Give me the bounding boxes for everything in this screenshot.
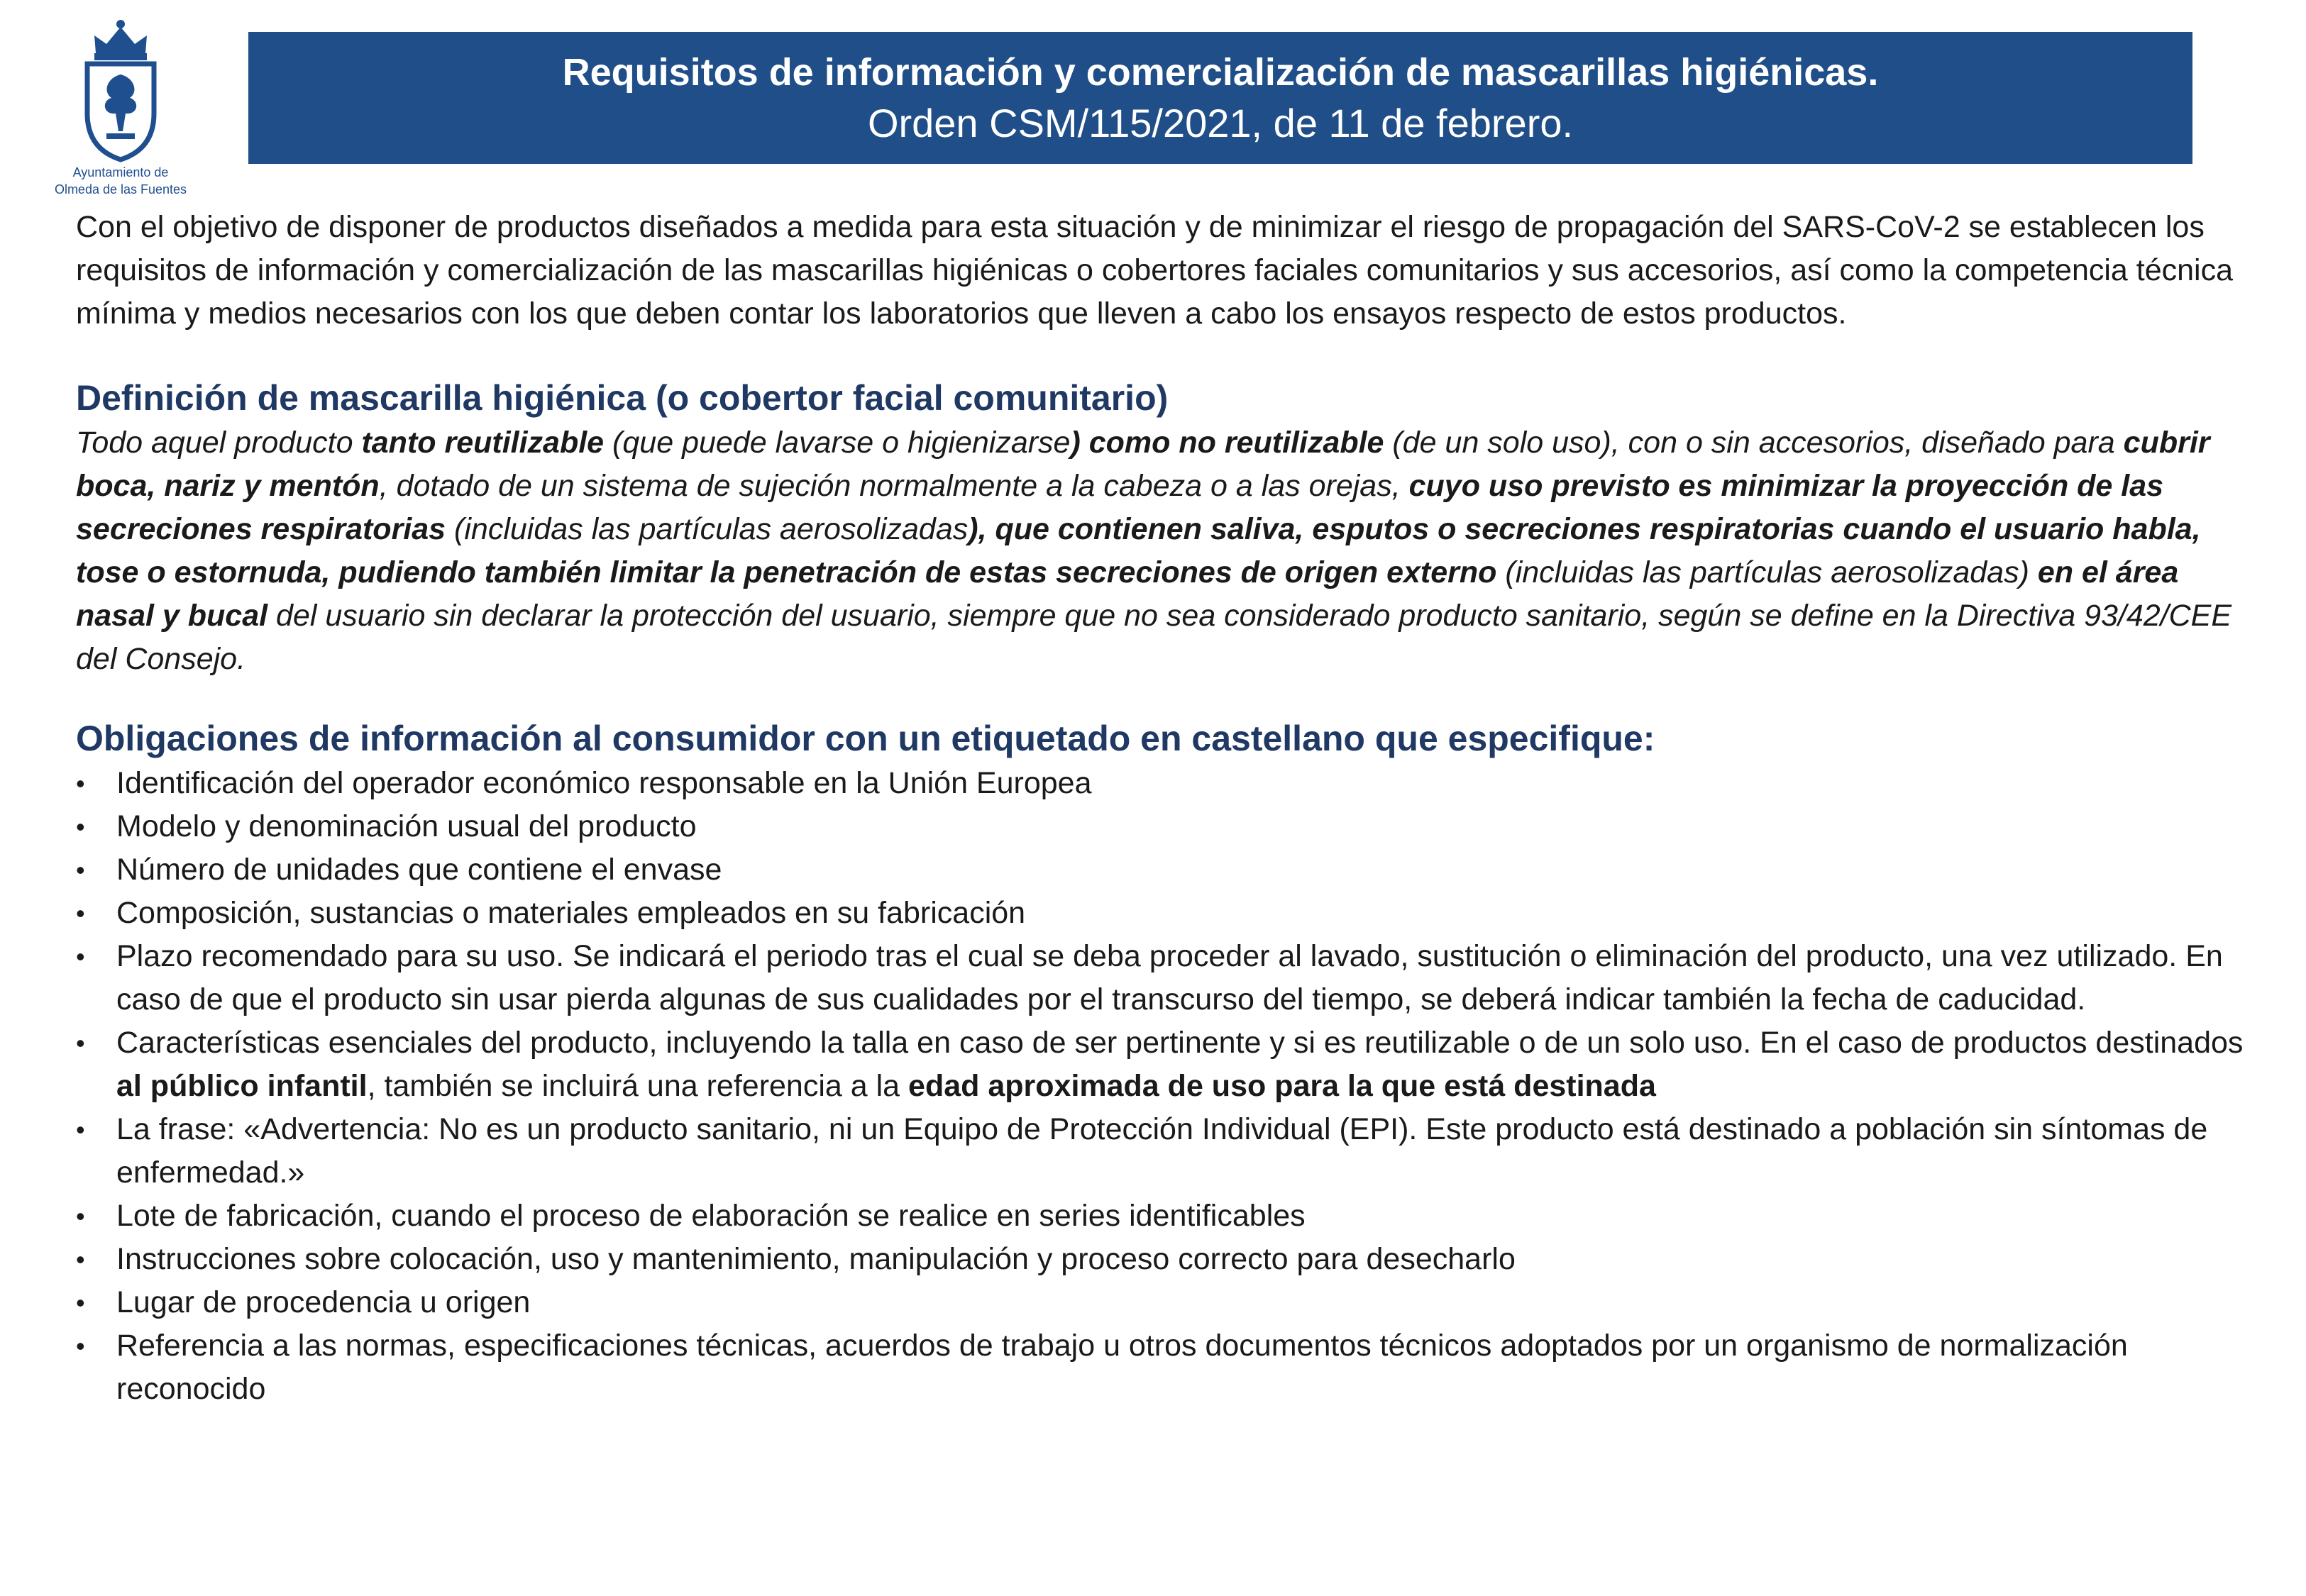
text-segment: Todo aquel producto bbox=[76, 426, 362, 460]
text-segment: Lote de fabricación, cuando el proceso de elaboración se realice en series identificables bbox=[116, 1199, 1306, 1233]
coat-of-arms-icon bbox=[67, 14, 174, 163]
bullet-icon: • bbox=[76, 1202, 85, 1231]
main-content bbox=[76, 206, 2261, 1411]
bullet-icon: • bbox=[76, 812, 85, 841]
text-segment: Lugar de procedencia u origen bbox=[116, 1285, 531, 1319]
page-subtitle: Orden CSM/115/2021, de 11 de febrero. bbox=[867, 101, 1574, 145]
list-item bbox=[76, 1108, 2261, 1195]
text-segment: , dotado de un sistema de sujeción normalmente a la cabeza o a las orejas, bbox=[379, 469, 1409, 503]
list-item bbox=[76, 762, 2261, 805]
list-item bbox=[76, 1324, 2261, 1411]
emphasized-text: al público infantil bbox=[116, 1069, 368, 1103]
intro-paragraph: Con el objetivo de disponer de productos diseñados a medida para esta situación y de minimizar el riesgo de propagación del SARS-CoV-2 se establecen los requisitos de información y comercialización de las mascarillas higiénicas o cobertores faciales comunitarios y sus accesorios, así como la competencia técnica mínima y medios necesarios con los que deben contar los laboratorios que lleven a cabo los ensayos respecto de estos productos. bbox=[76, 210, 2234, 331]
definition-paragraph bbox=[76, 421, 2261, 681]
bullet-icon: • bbox=[76, 1331, 85, 1361]
list-item bbox=[76, 805, 2261, 848]
bullet-icon: • bbox=[76, 1115, 85, 1144]
obligations-heading: Obligaciones de información al consumidor con un etiquetado en castellano que especifique: bbox=[76, 719, 1655, 758]
logo-caption-line2: Olmeda de las Fuentes bbox=[54, 182, 187, 196]
emphasized-text: en el área nasal y bucal bbox=[76, 555, 2179, 633]
bullet-icon: • bbox=[76, 942, 85, 971]
text-segment: (de un solo uso), con o sin accesorios, diseñado para bbox=[1384, 426, 2124, 460]
obligations-list bbox=[76, 762, 2261, 1411]
text-segment: , también se incluirá una referencia a la bbox=[367, 1069, 909, 1103]
list-item bbox=[76, 1021, 2261, 1108]
text-segment: Modelo y denominación usual del producto bbox=[116, 809, 697, 843]
bullet-icon: • bbox=[76, 899, 85, 928]
text-segment: Composición, sustancias o materiales empleados en su fabricación bbox=[116, 896, 1026, 930]
text-segment: La frase: «Advertencia: No es un producto sanitario, ni un Equipo de Protección Individual (EPI). Este producto está destinado a población sin síntomas de enfermedad.» bbox=[116, 1112, 2208, 1190]
list-item bbox=[76, 892, 2261, 935]
emphasized-text: ) como no reutilizable bbox=[1070, 426, 1384, 460]
emphasized-text: edad aproximada de uso para la que está destinada bbox=[908, 1069, 1656, 1103]
text-segment: (incluidas las partículas aerosolizadas) bbox=[1496, 555, 2038, 589]
text-segment: Número de unidades que contiene el envase bbox=[116, 853, 722, 887]
bullet-icon: • bbox=[76, 1029, 85, 1058]
bullet-icon: • bbox=[76, 1288, 85, 1317]
logo-caption-line1: Ayuntamiento de bbox=[72, 165, 169, 179]
page-title: Requisitos de información y comercialización de mascarillas higiénicas. bbox=[562, 51, 1879, 94]
emphasized-text: ), que contienen saliva, esputos o secreciones respiratorias cuando el usuario habla, tose o estornuda, pudiendo también limitar la penetración de estas secreciones de origen externo bbox=[76, 512, 2201, 589]
list-item bbox=[76, 1195, 2261, 1238]
title-banner bbox=[248, 32, 2192, 164]
text-segment: del usuario sin declarar la protección del usuario, siempre que no sea considerado producto sanitario, según se define en la Directiva 93/42/CEE del Consejo. bbox=[76, 599, 2232, 676]
emphasized-text: tanto reutilizable bbox=[361, 426, 605, 460]
text-segment: (incluidas las partículas aerosolizadas bbox=[446, 512, 969, 546]
emphasized-text: cuyo uso previsto es minimizar la proyección de las secreciones respiratorias bbox=[76, 469, 2164, 546]
definition-heading: Definición de mascarilla higiénica (o cobertor facial comunitario) bbox=[76, 378, 1169, 418]
list-item bbox=[76, 1281, 2261, 1324]
list-item bbox=[76, 848, 2261, 892]
bullet-icon: • bbox=[76, 855, 85, 885]
list-item bbox=[76, 935, 2261, 1021]
text-segment: Instrucciones sobre colocación, uso y mantenimiento, manipulación y proceso correcto para desecharlo bbox=[116, 1242, 1516, 1276]
text-segment: Identificación del operador económico responsable en la Unión Europea bbox=[116, 766, 1092, 800]
text-segment: Plazo recomendado para su uso. Se indicará el periodo tras el cual se deba proceder al lavado, sustitución o eliminación del producto, una vez utilizado. En caso de que el producto sin usar pierda algunas de sus cualidades por el transcurso del tiempo, se deberá indicar también la fecha de caducidad. bbox=[116, 939, 2223, 1016]
text-segment: Referencia a las normas, especificaciones técnicas, acuerdos de trabajo u otros documentos técnicos adoptados por un organismo de normalización reconocido bbox=[116, 1329, 2128, 1406]
bullet-icon: • bbox=[76, 769, 85, 798]
emphasized-text: cubrir boca, nariz y mentón bbox=[76, 426, 2210, 503]
text-segment: Características esenciales del producto, incluyendo la talla en caso de ser pertinente y si es reutilizable o de un solo uso. En el caso de productos destinados bbox=[116, 1026, 2244, 1060]
list-item bbox=[76, 1238, 2261, 1281]
municipality-logo bbox=[28, 14, 213, 199]
bullet-icon: • bbox=[76, 1245, 85, 1274]
intro-section bbox=[76, 206, 2261, 336]
text-segment: (que puede lavarse o higienizarse bbox=[604, 426, 1071, 460]
